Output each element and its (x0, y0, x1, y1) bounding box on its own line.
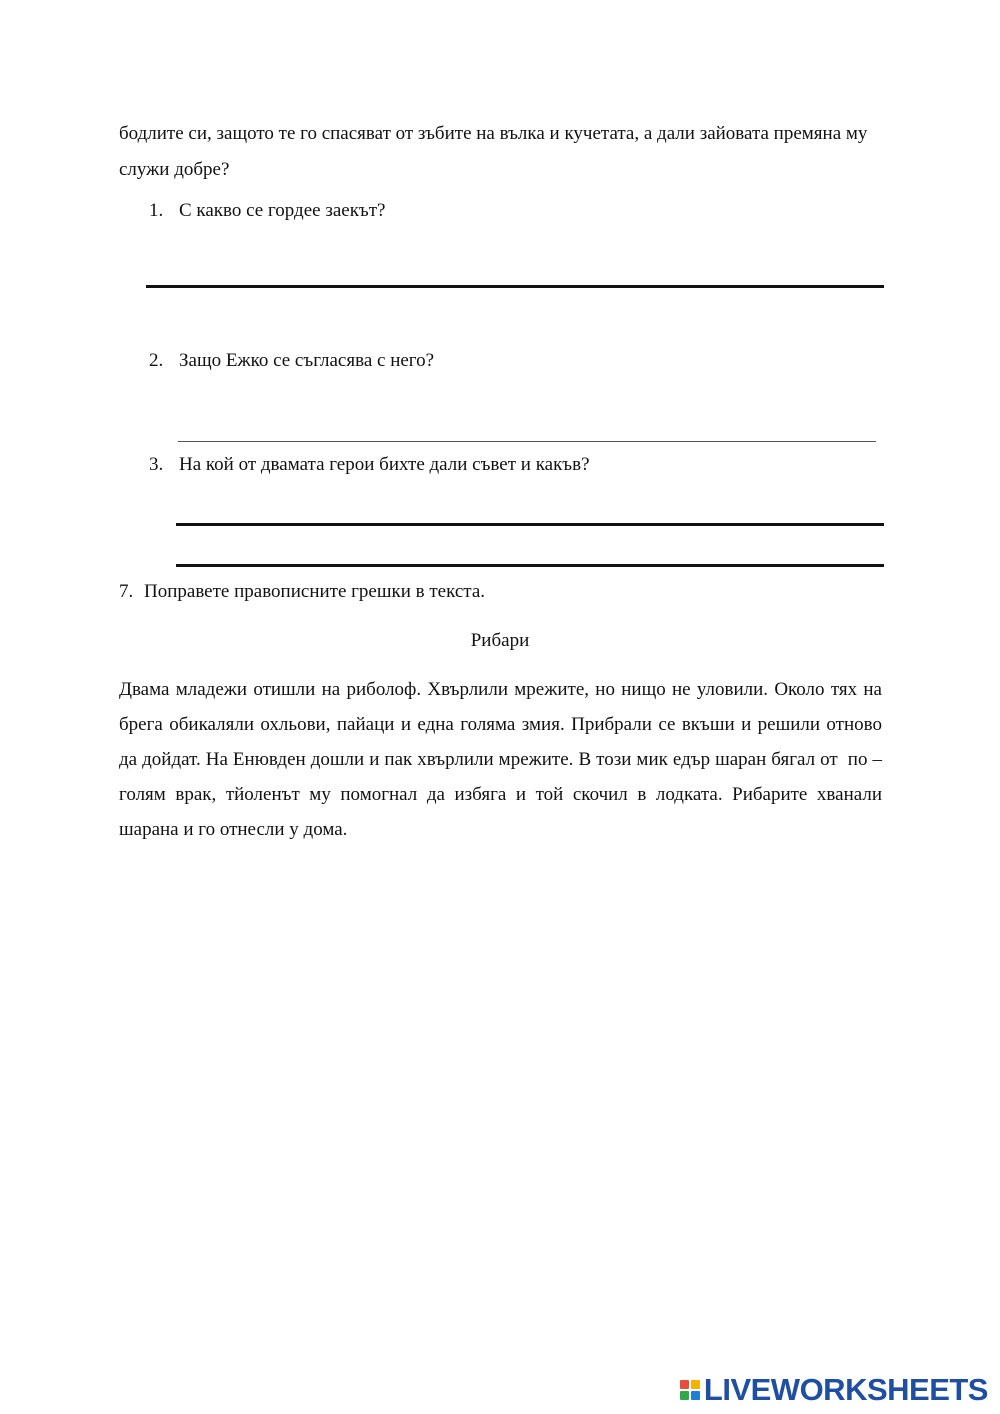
task-7-number: 7. (119, 581, 134, 602)
question-3-text: На кой от двамата герои бихте дали съвет и какъв? (179, 454, 590, 475)
logo-square-green (680, 1391, 689, 1400)
answer-line-3a[interactable] (176, 523, 884, 526)
question-1 (149, 200, 386, 222)
logo-square-yellow (691, 1380, 700, 1389)
story-title: Рибари (470, 630, 530, 651)
question-2-text: Защо Ежко се съгласява с него? (179, 350, 435, 371)
question-1-text: С какво се гордее заекът? (179, 200, 386, 221)
question-1-number: 1. (149, 200, 164, 221)
logo-square-blue (691, 1391, 700, 1400)
liveworksheets-logo-icon (680, 1380, 700, 1400)
liveworksheets-logo (680, 1372, 988, 1408)
story-text[interactable]: Двама младежи отишли на риболоф. Хвърлили мрежите, но нищо не уловили. Около тях на брега обикаляли охльови, пайаци и една голяма змия. Прибрали се вкъши и решили отново да дойдат. На Енювден дошли и пак хвърлили мрежите. В този мик едър шаран бягал от по – голям врак, тйоленът му помогнал да избяга и той скочил в лодката. Рибарите хванали шарана и го отнесли у дома. (119, 679, 892, 840)
question-3-number: 3. (149, 454, 164, 475)
question-2 (149, 350, 434, 372)
answer-line-2[interactable] (178, 441, 876, 442)
answer-line-1[interactable] (146, 285, 884, 288)
question-3 (149, 454, 590, 476)
task-7-heading (119, 581, 485, 603)
question-2-number: 2. (149, 350, 164, 371)
answer-line-3b[interactable] (176, 564, 884, 567)
logo-text: LIVEWORKSHEETS (703, 1372, 988, 1407)
intro-paragraph: бодлите си, защото те го спасяват от зъбите на вълка и кучетата, а дали зайовата премяна му служи добре? (119, 123, 868, 180)
task-7-instruction: Поправете правописните грешки в текста. (144, 581, 486, 602)
logo-square-red (680, 1380, 689, 1389)
